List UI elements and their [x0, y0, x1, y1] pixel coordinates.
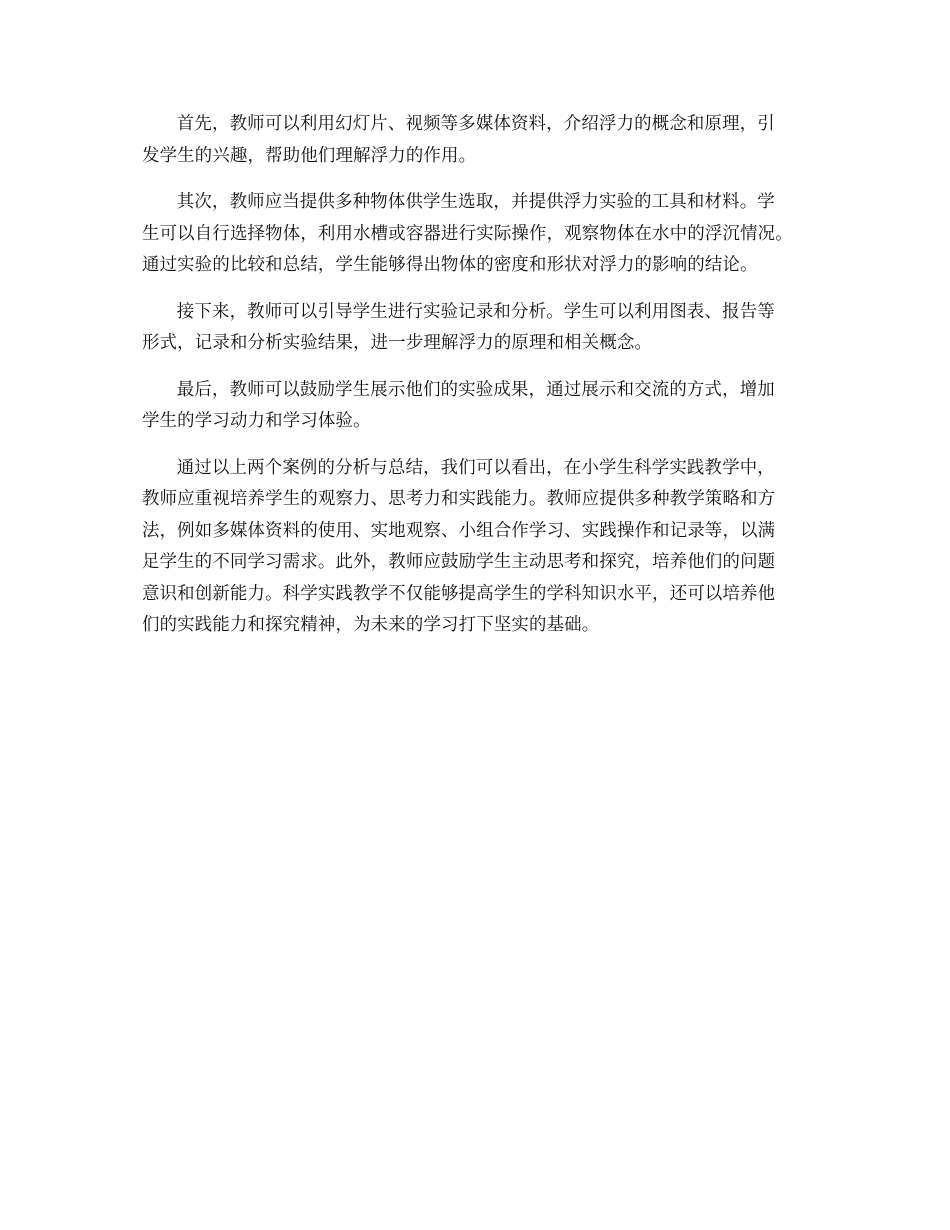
- paragraph-recording-analysis: [142, 297, 812, 360]
- text-line: 发学生的兴趣，帮助他们理解浮力的作用。: [142, 145, 477, 166]
- text-line: 其次，教师应当提供多种物体供学生选取，并提供浮力实验的工具和材料。学: [176, 192, 775, 212]
- paragraph-experiment-materials: [142, 187, 812, 282]
- text-line: 通过以上两个案例的分析与总结，我们可以看出，在小学生科学实践教学中，: [176, 457, 775, 478]
- text-line: 们的实践能力和探究精神，为未来的学习打下坚实的基础。: [142, 615, 600, 635]
- text-line: 首先，教师可以利用幻灯片、视频等多媒体资料，介绍浮力的概念和原理，引: [176, 114, 775, 134]
- text-line: 学生的学习动力和学习体验。: [142, 411, 371, 431]
- text-line: 意识和创新能力。科学实践教学不仅能够提高学生的学科知识水平，还可以培养他: [142, 583, 776, 604]
- text-line: 法，例如多媒体资料的使用、实地观察、小组合作学习、实践操作和记录等，以满: [142, 520, 776, 541]
- paragraph-intro-multimedia: [142, 109, 812, 172]
- text-line: 教师应重视培养学生的观察力、思考力和实践能力。教师应提供多种教学策略和方: [142, 489, 776, 509]
- text-line: 通过实验的比较和总结，学生能够得出物体的密度和形状对浮力的影响的结论。: [142, 255, 758, 275]
- document-body: [142, 109, 812, 657]
- text-line: 形式，记录和分析实验结果，进一步理解浮力的原理和相关概念。: [142, 333, 653, 353]
- text-line: 生可以自行选择物体，利用水槽或容器进行实际操作，观察物体在水中的浮沉情况。: [142, 223, 793, 244]
- text-line: 最后，教师可以鼓励学生展示他们的实验成果，通过展示和交流的方式，增加: [176, 379, 775, 400]
- text-line: 接下来，教师可以引导学生进行实验记录和分析。学生可以利用图表、报告等: [176, 301, 775, 322]
- text-line: 足学生的不同学习需求。此外，教师应鼓励学生主动思考和探究，培养他们的问题: [142, 552, 776, 572]
- paragraph-showcase-results: [142, 375, 812, 438]
- paragraph-conclusion: [142, 453, 812, 642]
